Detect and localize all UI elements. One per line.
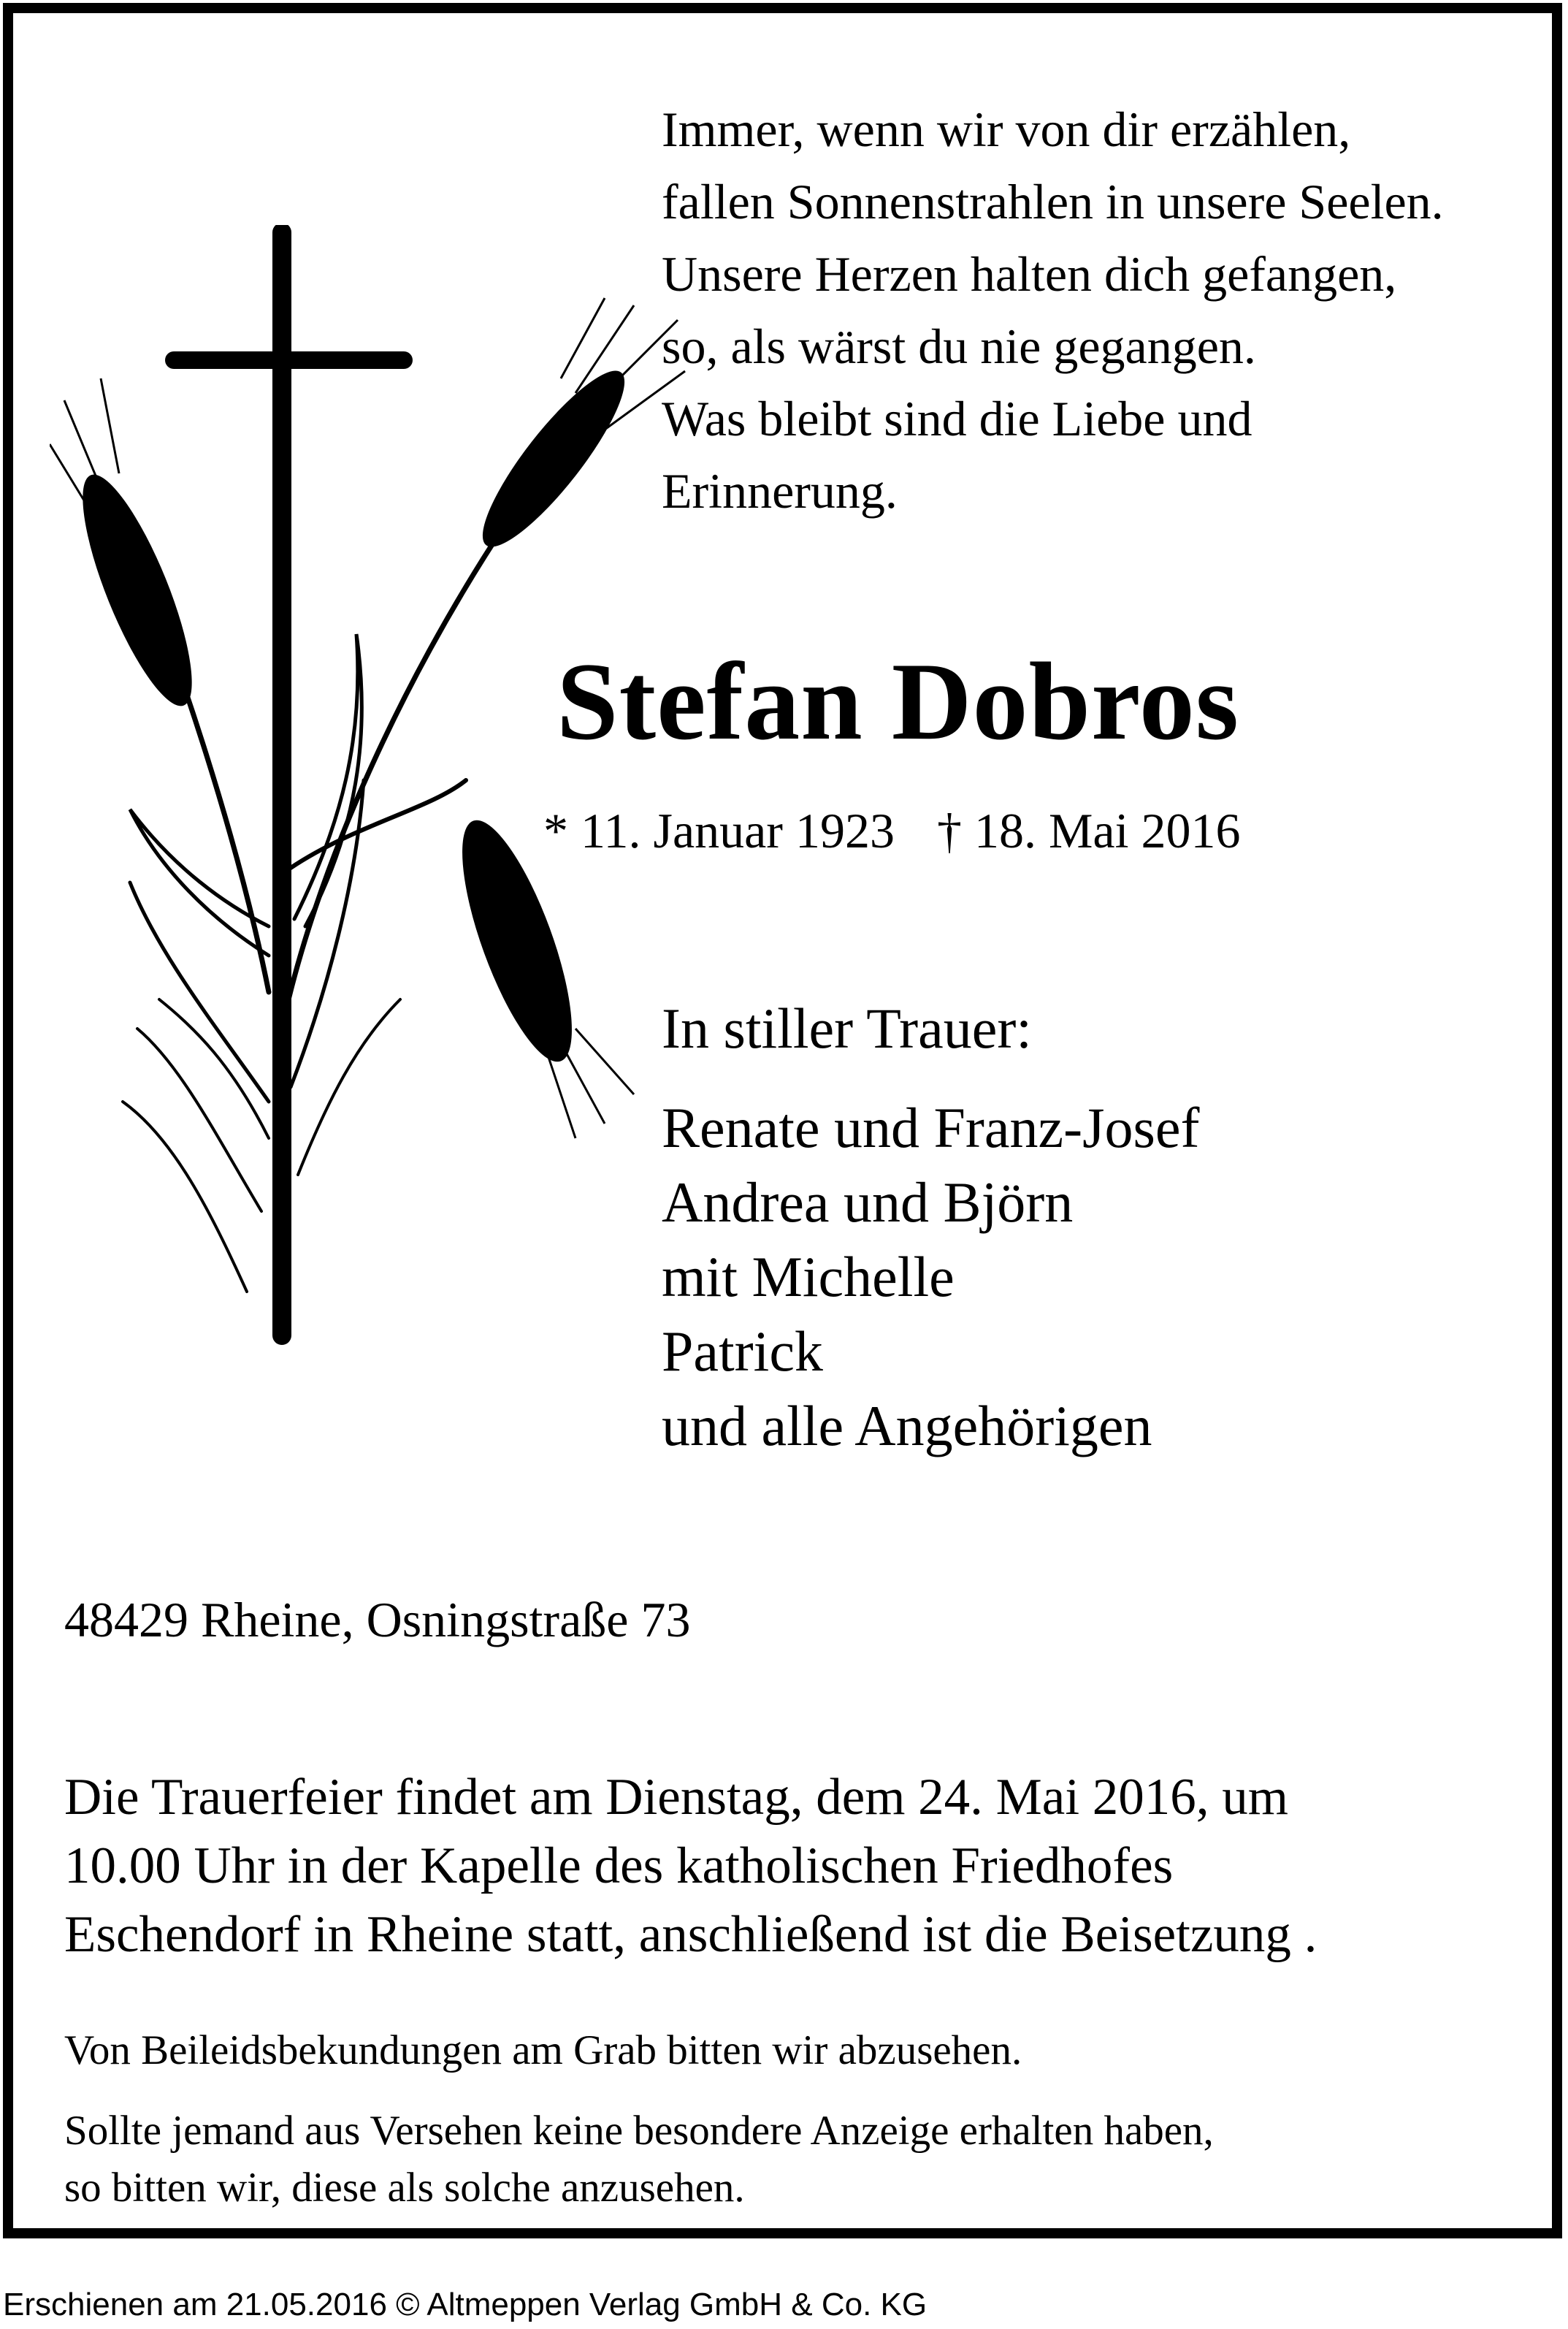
birth-date: * 11. Januar 1923 [543, 803, 895, 858]
ceremony-line: Eschendorf in Rheine statt, anschließend ist die Beisetzung . [64, 1906, 1317, 1963]
notice-line: Sollte jemand aus Versehen keine besondere Anzeige erhalten haben, [64, 2108, 1214, 2154]
cross-with-wheat-icon [50, 225, 692, 1365]
ceremony-info [64, 1763, 1317, 1969]
life-dates [543, 802, 1241, 860]
mourner-entry: Patrick [662, 1319, 823, 1383]
publication-footer: Erschienen am 21.05.2016 © Altmeppen Verlag GmbH & Co. KG [3, 2287, 928, 2322]
death-date: † 18. Mai 2016 [936, 803, 1241, 858]
notice-note [64, 2103, 1214, 2216]
poem-line: Was bleibt sind die Liebe und [662, 391, 1253, 446]
condolence-note [64, 2022, 1022, 2079]
mourner-entry: und alle Angehörigen [662, 1394, 1152, 1457]
mourning-label: In stiller Trauer: [662, 996, 1032, 1060]
mourner-entry: Andrea und Björn [662, 1170, 1074, 1234]
obituary-notice [3, 3, 1562, 2238]
mourner-entry: mit Michelle [662, 1245, 955, 1308]
condolence-line: Von Beileidsbekundungen am Grab bitten wir abzusehen. [64, 2027, 1022, 2073]
poem-line: Immer, wenn wir von dir erzählen, [662, 102, 1351, 157]
poem-line: Unsere Herzen halten dich gefangen, [662, 246, 1397, 302]
poem-line: so, als wärst du nie gegangen. [662, 319, 1256, 374]
notice-line: so bitten wir, diese als solche anzusehen. [64, 2165, 745, 2211]
mourner-entry: Renate und Franz-Josef [662, 1096, 1200, 1159]
ceremony-line: 10.00 Uhr in der Kapelle des katholischen Friedhofes [64, 1837, 1174, 1894]
deceased-name: Stefan Dobros [557, 640, 1239, 763]
poem-line: Erinnerung. [662, 463, 898, 519]
address: 48429 Rheine, Osningstraße 73 [64, 1592, 691, 1647]
poem-line: fallen Sonnenstrahlen in unsere Seelen. [662, 174, 1444, 229]
ceremony-line: Die Trauerfeier findet am Dienstag, dem 24. Mai 2016, um [64, 1769, 1289, 1826]
mourners-list [662, 1091, 1199, 1463]
poem [662, 94, 1444, 527]
